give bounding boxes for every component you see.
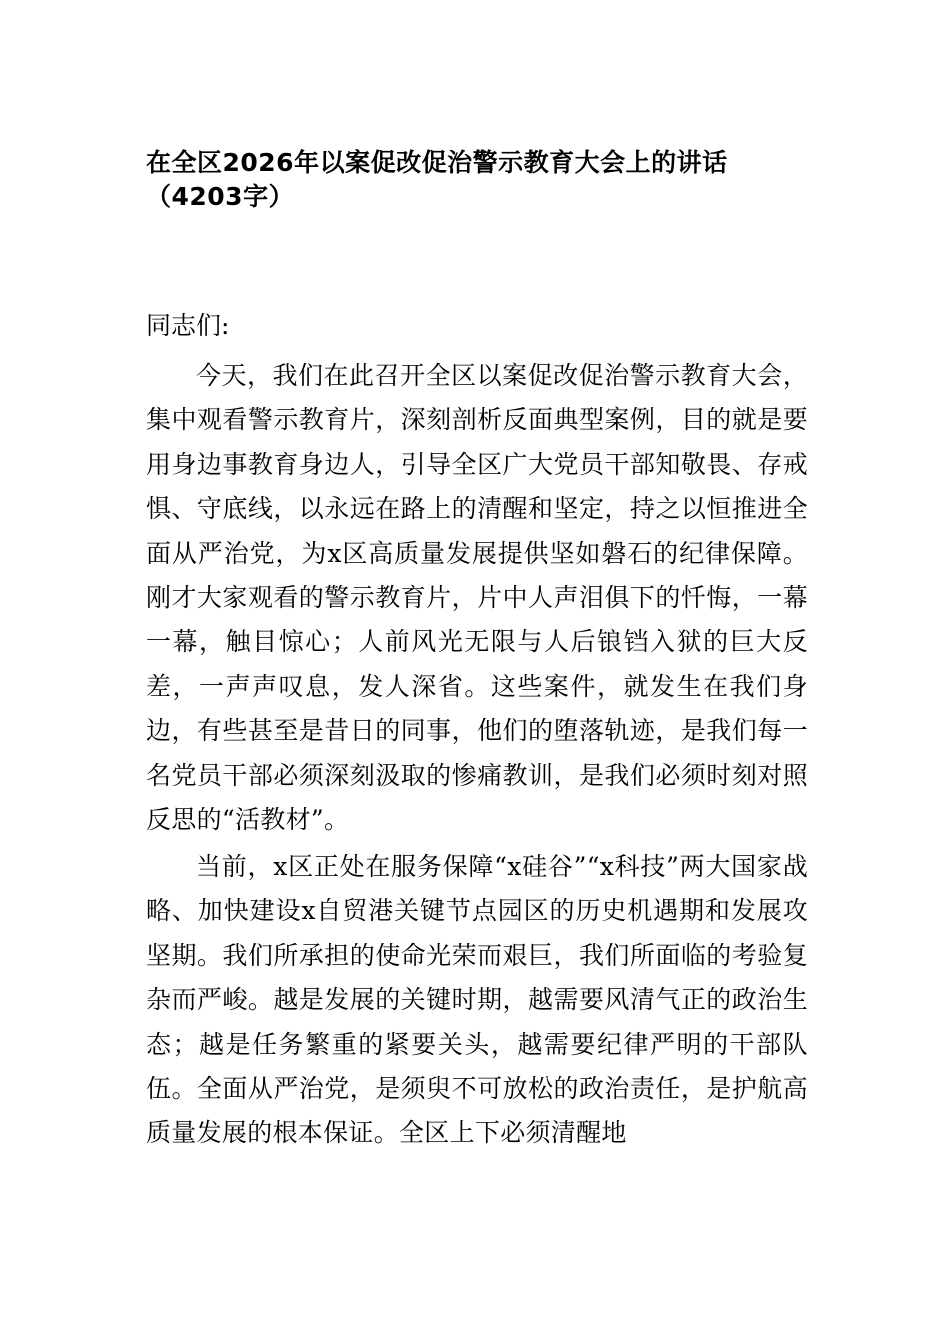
salutation: 同志们: bbox=[146, 311, 230, 340]
document-title: 在全区2026年以案促改促治警示教育大会上的讲话（4203字） bbox=[146, 148, 728, 211]
body-paragraph-2: 当前，x区正处在服务保障“x硅谷”“x科技”两大国家战略、加快建设x自贸港关键节点园区的历史机遇期和发展攻坚期。我们所承担的使命光荣而艰巨，我们所面临的考验复杂而严峻。越是发展的关键时期，越需要风清气正的政治生态；越是任务繁重的紧要关头，越需要纪律严明的干部队伍。全面从严治党，是须臾不可放松的政治责任，是护航高质量发展的根本保证。全区上下必须清醒地 bbox=[146, 852, 808, 1148]
body-paragraph-1: 今天，我们在此召开全区以案促改促治警示教育大会，集中观看警示教育片，深刻剖析反面典型案例，目的就是要用身边事教育身边人，引导全区广大党员干部知敬畏、存戒惧、守底线，以永远在路上的清醒和坚定，持之以恒推进全面从严治党，为x区高质量发展提供坚如磐石的纪律保障。刚才大家观看的警示教育片，片中人声泪俱下的忏悔，一幕一幕，触目惊心；人前风光无限与人后锒铛入狱的巨大反差，一声声叹息，发人深省。这些案件，就发生在我们身边，有些甚至是昔日的同事，他们的堕落轨迹，是我们每一名党员干部必须深刻汲取的惨痛教训，是我们必须时刻对照反思的“活教材”。 bbox=[146, 361, 808, 835]
